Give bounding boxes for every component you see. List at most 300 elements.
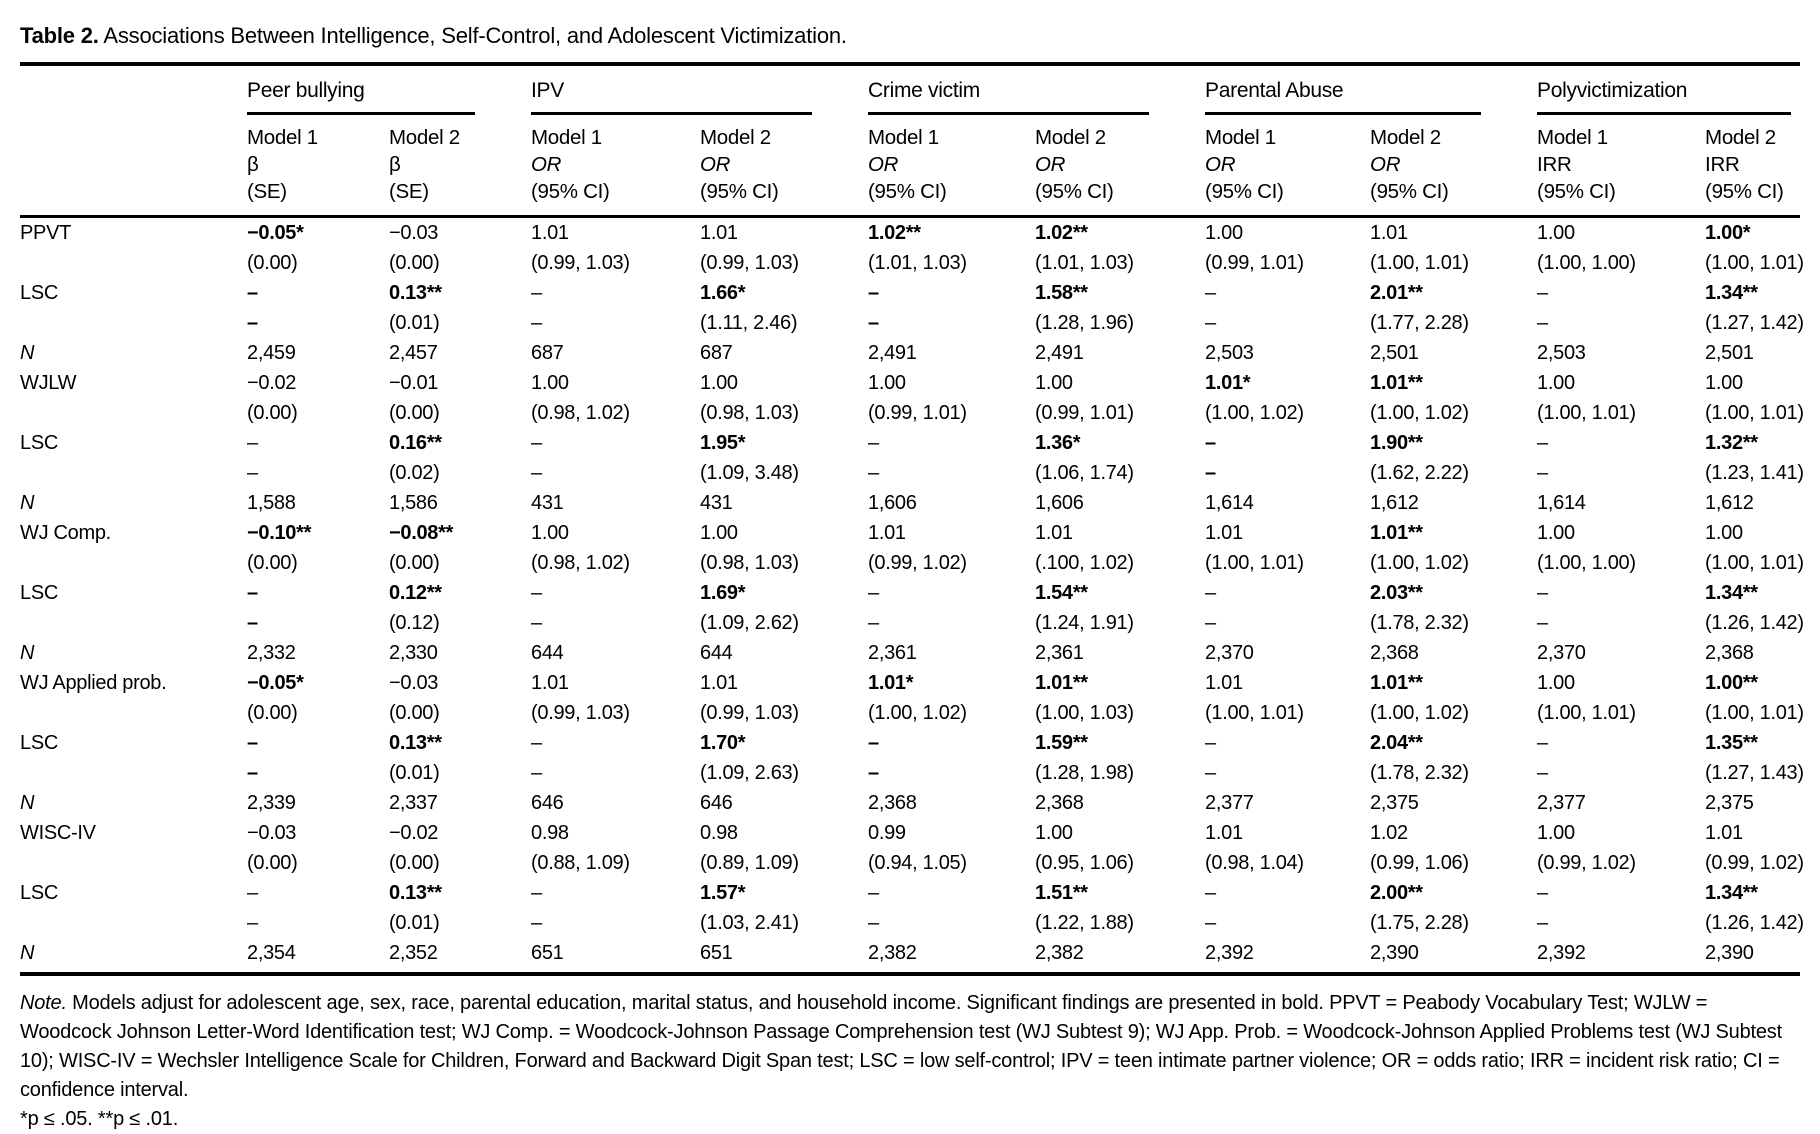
table-cell: 2,491 [1035,342,1084,364]
table-cell: 1,606 [868,492,917,514]
row-label: N [20,642,35,664]
table-cell: (1.01, 1.03) [868,252,967,274]
table-cell: – [247,882,258,904]
table-cell: 1,614 [1537,492,1586,514]
table-cell: 0.98 [700,822,738,844]
table-cell: – [247,762,258,784]
table-cell: (1.27, 1.43) [1705,762,1804,784]
table-cell: – [1205,312,1216,334]
table-row [20,638,1800,668]
row-label: WISC-IV [20,822,96,844]
table-row [20,548,1800,578]
table-cell: 1.54** [1035,582,1088,604]
row-label: LSC [20,882,59,904]
table-cell: (0.95, 1.06) [1035,852,1134,874]
table-cell: – [531,912,542,934]
table-cell: 644 [531,642,564,664]
table-cell: −0.03 [389,672,439,694]
table-cell: – [868,582,879,604]
table-cell: – [1205,462,1216,484]
table-cell: 1.01 [1705,822,1743,844]
table-cell: 1.00* [1705,222,1751,244]
table-cell: 1,612 [1705,492,1754,514]
table-cell: 1.00 [1035,822,1073,844]
table-cell: 651 [700,938,868,974]
table-cell: (0.99, 1.03) [531,702,630,724]
table-cell: (1.00, 1.01) [1537,402,1636,424]
table-cell: 2,503 [1537,342,1586,364]
table-cell: (1.09, 2.63) [700,762,799,784]
table-cell: −0.10** [247,522,312,544]
column-header-crime-model1: Model 1 OR (95% CI) [868,115,1035,217]
row-label: WJLW [20,372,77,394]
table-cell: (0.88, 1.09) [531,852,630,874]
table-cell: (0.00) [247,252,298,274]
table-cell: 644 [700,642,733,664]
table-cell: (1.62, 2.22) [1370,462,1469,484]
table-cell: 1.00 [1705,372,1743,394]
table-cell: 2.03** [1370,582,1423,604]
column-header-ipv-model1: Model 1 OR (95% CI) [531,115,700,217]
table-cell: 2,337 [389,792,438,814]
model-header-row [20,115,1800,217]
table-cell: – [247,462,258,484]
table-cell: 2,390 [1705,938,1800,974]
row-label [20,548,247,578]
table-cell: 1.01** [1370,672,1423,694]
column-header-peer-model2: Model 2 β (SE) [389,115,531,217]
row-label [20,848,247,878]
row-label [20,398,247,428]
table-cell: (1.00, 1.01) [1705,702,1804,724]
table-cell: – [868,912,879,934]
table-cell: – [1205,612,1216,634]
table-cell: 1.36* [1035,432,1081,454]
column-header-parental-model1: Model 1 OR (95% CI) [1205,115,1370,217]
table-cell: 1.00 [700,522,738,544]
table-cell: – [531,882,542,904]
table-row [20,728,1800,758]
table-cell: – [868,312,879,334]
table-cell: 0.13** [389,282,442,304]
table-cell: 2,368 [1705,642,1754,664]
table-cell: 1.00 [868,372,906,394]
table-cell: 1.00 [531,522,569,544]
table-cell: 1.00 [700,372,738,394]
table-cell: – [247,282,258,304]
table-row [20,338,1800,368]
table-cell: 1.01** [1370,522,1423,544]
table-cell: (0.99, 1.03) [531,252,630,274]
note-body: Models adjust for adolescent age, sex, race, parental education, marital status, and household income. Significant findings are presented in bold. PPVT = Peabody Vocabulary Test; WJLW = Woodcock Johnson Letter-Word Identification test; WJ Comp. = Woodcock-Johnson Passage Comprehension test (WJ Subtest 9); WJ App. Prob. = Woodcock-Johnson Applied Problems test (WJ Subtest 10); WISC-IV = Wechsler Intelligence Scale for Children, Forward and Backward Digit Span test; LSC = low self-control; IPV = teen intimate partner violence; OR = odds ratio; IRR = incident risk ratio; CI = confidence interval. [20,992,1782,1101]
table-cell: – [1537,732,1548,754]
note-text [20,989,1800,1105]
table-row [20,217,1800,249]
table-cell: (1.00, 1.02) [1370,552,1469,574]
table-row [20,848,1800,878]
row-label: N [20,792,35,814]
table-cell: (1.26, 1.42) [1705,612,1804,634]
table-cell: (1.28, 1.96) [1035,312,1134,334]
table-cell: 1.00 [1537,672,1575,694]
table-cell: – [1205,582,1216,604]
table-cell: – [868,882,879,904]
table-cell: – [531,282,542,304]
table-cell: 2,368 [1035,792,1084,814]
table-cell: −0.01 [389,372,439,394]
table-cell: 2,370 [1537,642,1586,664]
table-cell: (1.00, 1.01) [1537,702,1636,724]
column-group-crime-victim: Crime victim [868,64,1205,115]
row-label [20,698,247,728]
table-cell: (0.98, 1.04) [1205,852,1304,874]
table-cell: – [247,312,258,334]
table-cell: 431 [531,492,564,514]
table-cell: (0.99, 1.06) [1370,852,1469,874]
row-label [20,458,247,488]
table-cell: 1.00 [1537,522,1575,544]
table-cell: (1.00, 1.02) [1370,402,1469,424]
table-cell: – [247,912,258,934]
table-cell: (1.75, 2.28) [1370,912,1469,934]
table-cell: 2,354 [247,938,389,974]
table-cell: 1.00** [1705,672,1758,694]
table-cell: (0.98, 1.03) [700,402,799,424]
table-cell: 1.00 [1537,372,1575,394]
table-row [20,368,1800,398]
table-cell: – [1537,912,1548,934]
table-cell: – [1537,612,1548,634]
table-cell: – [1537,582,1548,604]
table-cell: – [1537,882,1548,904]
table-cell: 646 [531,792,564,814]
table-cell: 1.01 [700,222,738,244]
table-cell: 1.57* [700,882,746,904]
row-label: LSC [20,732,59,754]
table-cell: 431 [700,492,733,514]
row-label [20,758,247,788]
table-cell: −0.02 [247,372,297,394]
table-cell: (0.00) [389,852,440,874]
table-cell: 2,330 [389,642,438,664]
table-cell: 1.95* [700,432,746,454]
table-cell: (1.00, 1.02) [1205,402,1304,424]
table-row [20,248,1800,278]
corner-cell [20,64,247,115]
table-row [20,278,1800,308]
table-cell: (0.99, 1.03) [700,702,799,724]
row-label: N [20,492,35,514]
table-row [20,878,1800,908]
table-cell: (1.00, 1.01) [1205,552,1304,574]
table-cell: – [1537,762,1548,784]
table-cell: (0.99, 1.01) [1035,402,1134,424]
table-cell: 2,459 [247,342,296,364]
table-row [20,758,1800,788]
table-caption: Associations Between Intelligence, Self-Control, and Adolescent Victimization. [103,23,847,48]
table-row [20,428,1800,458]
table-cell: 0.13** [389,732,442,754]
table-cell: (0.12) [389,612,440,634]
table-cell: – [531,732,542,754]
row-label: LSC [20,282,59,304]
table-cell: 1.34** [1705,282,1758,304]
table-cell: 2,392 [1205,938,1370,974]
table-cell: 0.99 [868,822,906,844]
table-cell: 1.35** [1705,732,1758,754]
column-group-parental-abuse: Parental Abuse [1205,64,1537,115]
table-cell: 687 [700,342,733,364]
table-cell: 2.01** [1370,282,1423,304]
table-title [20,22,1800,50]
table-cell: (1.01, 1.03) [1035,252,1134,274]
table-cell: −0.03 [389,222,439,244]
table-cell: (1.78, 2.32) [1370,612,1469,634]
table-cell: 2,375 [1705,792,1754,814]
table-cell: (0.98, 1.02) [531,402,630,424]
table-cell: 1.01** [1035,672,1088,694]
table-cell: – [1205,762,1216,784]
table-cell: (1.00, 1.00) [1537,252,1636,274]
table-cell: – [1205,732,1216,754]
table-cell: 1.01* [1205,372,1251,394]
table-cell: 2,339 [247,792,296,814]
table-row [20,398,1800,428]
table-cell: – [1537,282,1548,304]
table-cell: 646 [700,792,733,814]
table-cell: (1.23, 1.41) [1705,462,1804,484]
table-cell: 2,377 [1205,792,1254,814]
table-cell: (0.99, 1.02) [1705,852,1804,874]
column-group-ipv: IPV [531,64,868,115]
table-cell: 1.90** [1370,432,1423,454]
table-cell: −0.08** [389,522,454,544]
table-cell: 1.34** [1705,582,1758,604]
table-cell: −0.05* [247,222,304,244]
table-row [20,908,1800,938]
table-cell: (1.00, 1.01) [1705,552,1804,574]
table-row [20,488,1800,518]
table-row [20,818,1800,848]
table-cell: – [1205,912,1216,934]
table-cell: 687 [531,342,564,364]
table-cell: 0.13** [389,882,442,904]
table-cell: (0.00) [247,702,298,724]
table-cell: 1.01 [1370,222,1408,244]
table-row [20,668,1800,698]
table-cell: 2.00** [1370,882,1423,904]
table-cell: (1.11, 2.46) [700,312,798,334]
table-row [20,578,1800,608]
table-cell: 1.00 [1537,822,1575,844]
row-label: N [20,938,247,974]
table-cell: 0.98 [531,822,569,844]
table-cell: 1.01* [868,672,914,694]
significance-note: *p ≤ .05. **p ≤ .01. [20,1108,179,1130]
table-cell: 1.32** [1705,432,1758,454]
table-cell: – [1537,312,1548,334]
table-cell: −0.05* [247,672,304,694]
column-group-polyvictimization: Polyvictimization [1537,64,1800,115]
table-cell: – [1205,432,1216,454]
table-number: Table 2. [20,23,99,48]
column-header-poly-model2: Model 2 IRR (95% CI) [1705,115,1800,217]
table-cell: (1.24, 1.91) [1035,612,1134,634]
table-cell: – [868,762,879,784]
table-cell: – [531,462,542,484]
row-label [20,908,247,938]
table-cell: 2,361 [1035,642,1084,664]
row-label: LSC [20,432,59,454]
table-cell: – [868,432,879,454]
table-cell: 1.00 [1705,522,1743,544]
table-cell: (1.09, 2.62) [700,612,799,634]
table-cell: (0.99, 1.02) [1537,852,1636,874]
note-prefix: Note. [20,992,67,1014]
table-cell: (1.06, 1.74) [1035,462,1134,484]
table-cell: (1.00, 1.01) [1205,702,1304,724]
table-cell: 1.00 [1035,372,1073,394]
table-cell: 1.02** [1035,222,1088,244]
group-header-row [20,64,1800,115]
table-cell: – [868,612,879,634]
table-cell: 2,501 [1705,342,1754,364]
table-cell: – [247,582,258,604]
table-cell: 1.01 [531,222,569,244]
table-cell: (0.00) [389,402,440,424]
table-cell: (0.01) [389,312,440,334]
table-cell: (0.00) [247,402,298,424]
table-cell: 1.01 [1205,672,1243,694]
table-cell: 1,614 [1205,492,1254,514]
table-cell: 1.51** [1035,882,1088,904]
table-cell: (1.00, 1.03) [1035,702,1134,724]
table-cell: – [531,312,542,334]
table-cell: (1.77, 2.28) [1370,312,1469,334]
table-cell: (1.22, 1.88) [1035,912,1134,934]
table-cell: 1.58** [1035,282,1088,304]
table-cell: – [868,462,879,484]
table-cell: – [868,282,879,304]
table-cell: (0.99, 1.01) [1205,252,1304,274]
column-header-crime-model2: Model 2 OR (95% CI) [1035,115,1205,217]
row-label: N [20,342,35,364]
results-table [20,62,1804,976]
table-cell: 2,457 [389,342,438,364]
row-label: WJ Applied prob. [20,672,167,694]
table-cell: 2,352 [389,938,531,974]
table-cell: – [531,612,542,634]
table-cell: (0.01) [389,762,440,784]
table-cell: (0.98, 1.03) [700,552,799,574]
row-label: WJ Comp. [20,522,111,544]
table-cell: 2,377 [1537,792,1586,814]
table-cell: 2,368 [868,792,917,814]
table-cell: 1.34** [1705,882,1758,904]
table-cell: 1,588 [247,492,296,514]
table-cell: 1.00 [1205,222,1243,244]
table-cell: (1.03, 2.41) [700,912,799,934]
table-cell: – [868,732,879,754]
table-cell: 1.01 [1205,822,1243,844]
table-cell: 1.70* [700,732,746,754]
results-table-body [20,217,1804,975]
table-cell: 1.01 [531,672,569,694]
table-row [20,458,1800,488]
row-label: LSC [20,582,59,604]
column-header-parental-model2: Model 2 OR (95% CI) [1370,115,1537,217]
table-cell: 1.02 [1370,822,1408,844]
table-cell: (1.00, 1.01) [1705,402,1804,424]
table-row [20,518,1800,548]
table-cell: (0.89, 1.09) [700,852,799,874]
table-cell: (0.00) [389,702,440,724]
table-cell: – [531,582,542,604]
table-cell: 2,390 [1370,938,1537,974]
table-cell: 1.01 [700,672,738,694]
row-label [20,248,247,278]
table-cell: (1.27, 1.42) [1705,312,1804,334]
table-cell: 1,606 [1035,492,1084,514]
column-header-peer-model1: Model 1 β (SE) [247,115,389,217]
table-cell: (1.28, 1.98) [1035,762,1134,784]
table-cell: 1.01 [868,522,906,544]
table-cell: 2,375 [1370,792,1419,814]
table-cell: (0.00) [247,552,298,574]
table-row [20,698,1800,728]
table-cell: 1.00 [531,372,569,394]
table-cell: 0.16** [389,432,442,454]
table-cell: 2,501 [1370,342,1419,364]
table-cell: (0.99, 1.03) [700,252,799,274]
table-row [20,938,1800,974]
column-header-ipv-model2: Model 2 OR (95% CI) [700,115,868,217]
table-cell: (1.09, 3.48) [700,462,799,484]
table-row [20,788,1800,818]
column-header-poly-model1: Model 1 IRR (95% CI) [1537,115,1705,217]
table-cell: (0.98, 1.02) [531,552,630,574]
table-cell: 1.69* [700,582,746,604]
table-cell: 2,332 [247,642,296,664]
table-cell: (0.00) [389,252,440,274]
table-cell: (.100, 1.02) [1035,552,1134,574]
table-cell: −0.03 [247,822,297,844]
table-cell: (1.00, 1.01) [1705,252,1804,274]
table-cell: 1.02** [868,222,921,244]
table-cell: – [247,432,258,454]
table-cell: – [1205,882,1216,904]
table-cell: (0.00) [389,552,440,574]
table-cell: – [531,432,542,454]
table-row [20,608,1800,638]
table-cell: 2,382 [868,938,1035,974]
table-cell: 1.00 [1537,222,1575,244]
table-cell: 651 [531,938,700,974]
table-cell: (0.99, 1.01) [868,402,967,424]
table-cell: 1,586 [389,492,438,514]
table-cell: (0.01) [389,912,440,934]
table-cell: 1.01 [1035,522,1073,544]
table-cell: – [531,762,542,784]
row-label [20,608,247,638]
table-cell: 0.12** [389,582,442,604]
column-group-peer-bullying: Peer bullying [247,64,531,115]
table-cell: – [1205,282,1216,304]
table-cell: – [247,612,258,634]
table-cell: (1.26, 1.42) [1705,912,1804,934]
table-cell: 2,368 [1370,642,1419,664]
table-cell: (1.00, 1.00) [1537,552,1636,574]
